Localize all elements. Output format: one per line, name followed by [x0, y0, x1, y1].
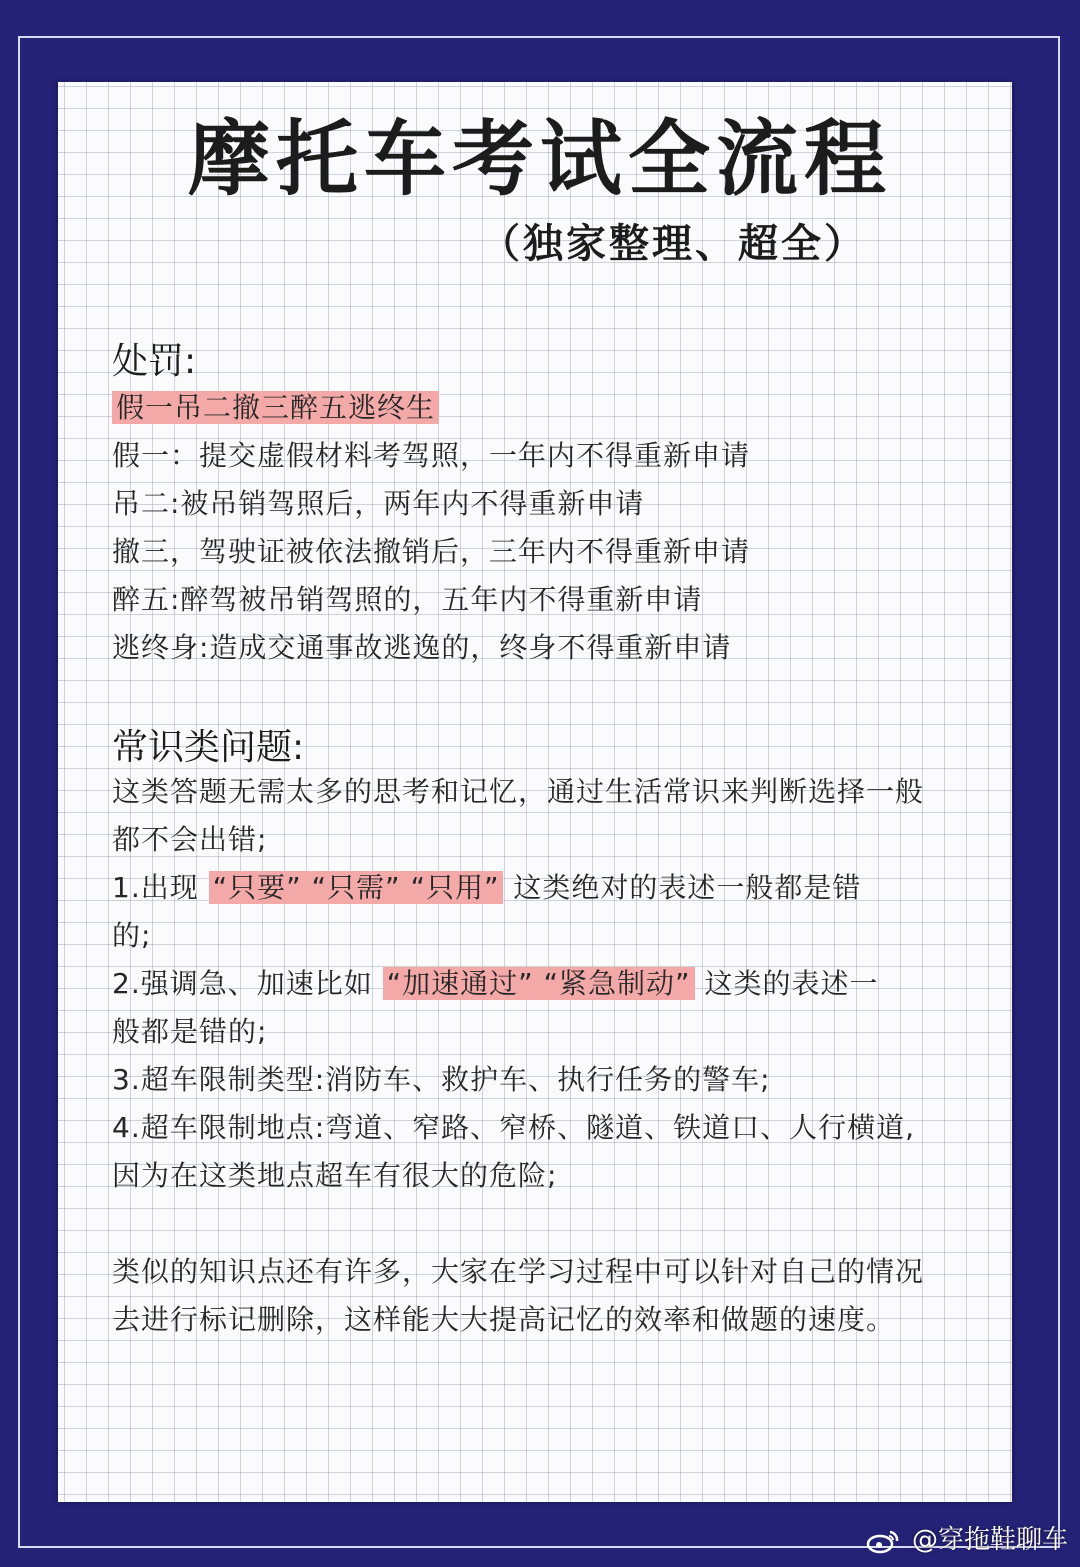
penalty-item: 逃终身:造成交通事故逃逸的，终身不得重新申请 — [112, 631, 732, 664]
penalty-item: 撤三，驾驶证被依法撤销后，三年内不得重新申请 — [112, 535, 751, 568]
penalty-highlight: 假一吊二撤三醉五逃终生 — [112, 391, 439, 424]
item2-highlight: “加速通过” “紧急制动” — [383, 967, 695, 1000]
page-title: 摩托车考试全流程 — [187, 112, 892, 207]
closing-line: 类似的知识点还有许多，大家在学习过程中可以针对自己的情况 — [112, 1255, 925, 1288]
watermark — [866, 1522, 1068, 1558]
watermark-text: @穿拖鞋聊车 — [911, 1525, 1068, 1555]
item1-prefix: 1.出现 — [112, 871, 199, 904]
common-item-4: 4.超车限制地点:弯道、窄路、窄桥、隧道、铁道口、人行横道, — [112, 1111, 916, 1144]
common-item-4-cont: 因为在这类地点超车有很大的危险; — [112, 1159, 558, 1192]
common-item-1-cont: 的; — [112, 919, 152, 952]
common-item-2-cont: 般都是错的; — [112, 1015, 268, 1048]
closing-line: 去进行标记删除，这样能大大提高记忆的效率和做题的速度。 — [112, 1303, 896, 1336]
item2-prefix: 2.强调急、加速比如 — [112, 967, 373, 1000]
common-intro-line: 这类答题无需太多的思考和记忆，通过生活常识来判断选择一般 — [112, 775, 925, 808]
weibo-icon — [866, 1528, 900, 1554]
common-item-1 — [112, 868, 861, 908]
common-item-3: 3.超车限制类型:消防车、救护车、执行任务的警车; — [112, 1063, 771, 1096]
penalty-highlight-line — [112, 388, 439, 428]
page-subtitle: （独家整理、超全） — [480, 221, 867, 267]
penalty-heading: 处罚: — [112, 341, 197, 382]
common-heading: 常识类问题: — [112, 727, 305, 768]
penalty-item: 醉五:醉驾被吊销驾照的，五年内不得重新申请 — [112, 583, 703, 616]
common-intro-line: 都不会出错; — [112, 823, 268, 856]
item2-suffix: 这类的表述一 — [704, 967, 879, 1000]
common-item-2 — [112, 964, 878, 1004]
item1-highlight: “只要” “只需” “只用” — [209, 871, 504, 904]
penalty-item: 吊二:被吊销驾照后，两年内不得重新申请 — [112, 487, 645, 520]
item1-suffix: 这类绝对的表述一般都是错 — [513, 871, 862, 904]
penalty-item: 假一：提交虚假材料考驾照，一年内不得重新申请 — [112, 439, 751, 472]
